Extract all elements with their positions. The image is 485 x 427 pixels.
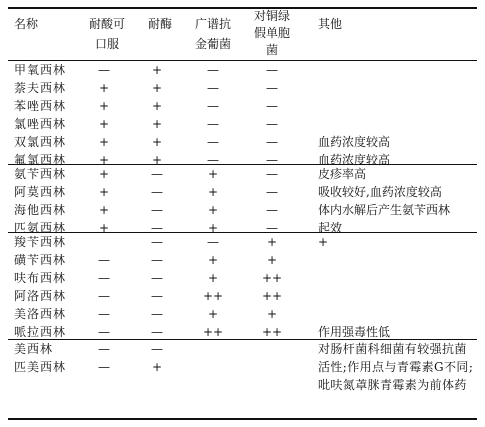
mark-acid: + bbox=[98, 81, 110, 95]
drug-name: 匹美西林 bbox=[14, 360, 67, 374]
note-text: 体内水解后产生氨苄西林 bbox=[318, 203, 451, 217]
mark-enzyme: + bbox=[151, 63, 163, 77]
mark-pseudo: ++ bbox=[261, 325, 283, 339]
header-acid-line1: 耐酸可 bbox=[88, 17, 125, 31]
drug-name: 海他西林 bbox=[14, 203, 67, 217]
mark-broad: + bbox=[207, 221, 219, 235]
mark-pseudo: ++ bbox=[261, 289, 283, 303]
note-text: + bbox=[318, 235, 329, 249]
drug-name: 苯唑西林 bbox=[14, 99, 67, 113]
header-pseudo-line3: 菌 bbox=[265, 43, 278, 57]
note-text: 皮疹率高 bbox=[318, 167, 367, 181]
mark-pseudo: — bbox=[266, 63, 278, 77]
drug-name: 磺苄西林 bbox=[14, 253, 67, 267]
header-broad-line1: 广谱抗 bbox=[194, 17, 231, 31]
mark-enzyme: — bbox=[151, 289, 163, 303]
mark-broad: ++ bbox=[202, 289, 224, 303]
note-text: 起效 bbox=[318, 221, 343, 235]
mark-pseudo: + bbox=[266, 253, 278, 267]
header-bottom-rule bbox=[8, 60, 477, 61]
drug-name: 呋布西林 bbox=[14, 271, 67, 285]
mark-pseudo: + bbox=[266, 235, 278, 249]
mark-pseudo: — bbox=[266, 81, 278, 95]
mark-broad: — bbox=[207, 81, 219, 95]
mark-enzyme: — bbox=[151, 307, 163, 321]
mark-acid: + bbox=[98, 117, 110, 131]
mark-pseudo: — bbox=[266, 135, 278, 149]
mark-acid: — bbox=[98, 289, 110, 303]
mark-enzyme: — bbox=[151, 271, 163, 285]
mark-pseudo: — bbox=[266, 99, 278, 113]
drug-name: 美西林 bbox=[14, 342, 54, 356]
header-pseudo-line2: 假单胞 bbox=[253, 26, 290, 40]
mark-acid: + bbox=[98, 185, 110, 199]
drug-name: 甲氧西林 bbox=[14, 63, 67, 77]
drug-name: 阿莫西林 bbox=[14, 185, 67, 199]
mark-acid: — bbox=[98, 271, 110, 285]
mark-broad: — bbox=[207, 153, 219, 167]
mark-enzyme: + bbox=[151, 153, 163, 167]
mark-pseudo: — bbox=[266, 153, 278, 167]
mark-broad: + bbox=[207, 185, 219, 199]
header-other: 其他 bbox=[318, 17, 343, 31]
group-divider bbox=[8, 232, 477, 233]
header-acid-line2: 口服 bbox=[94, 37, 119, 51]
mark-acid: + bbox=[98, 221, 110, 235]
mark-enzyme: + bbox=[151, 99, 163, 113]
drug-name: 双氯西林 bbox=[14, 135, 67, 149]
mark-broad: — bbox=[207, 135, 219, 149]
mark-acid: + bbox=[98, 203, 110, 217]
mark-broad: ++ bbox=[202, 325, 224, 339]
mark-enzyme: — bbox=[151, 167, 163, 181]
mark-broad: + bbox=[207, 167, 219, 181]
drug-name: 氯唑西林 bbox=[14, 117, 67, 131]
mark-enzyme: — bbox=[151, 185, 163, 199]
drug-name: 美洛西林 bbox=[14, 307, 67, 321]
mark-broad: — bbox=[207, 117, 219, 131]
mark-enzyme: + bbox=[151, 117, 163, 131]
mark-pseudo: — bbox=[266, 203, 278, 217]
mark-broad: + bbox=[207, 253, 219, 267]
mark-enzyme: — bbox=[151, 342, 163, 356]
mark-enzyme: — bbox=[151, 221, 163, 235]
mark-enzyme: + bbox=[151, 135, 163, 149]
mark-broad: — bbox=[207, 235, 219, 249]
group-divider bbox=[8, 164, 477, 165]
note-block: 对肠杆菌科细菌有较强抗菌活性;作用点与青霉素G不同;吡呋氮䓬脒青霉素为前体药 bbox=[318, 342, 474, 392]
drug-name: 阿洛西林 bbox=[14, 289, 67, 303]
header-name: 名称 bbox=[14, 17, 39, 31]
mark-acid: — bbox=[98, 307, 110, 321]
mark-pseudo: — bbox=[266, 221, 278, 235]
drug-name: 氨苄西林 bbox=[14, 167, 67, 181]
mark-broad: — bbox=[207, 63, 219, 77]
drug-name: 氟氯西林 bbox=[14, 153, 67, 167]
header-enzyme: 耐酶 bbox=[147, 17, 172, 31]
mark-broad: + bbox=[207, 203, 219, 217]
mark-acid: — bbox=[98, 360, 110, 374]
mark-acid: + bbox=[98, 153, 110, 167]
note-text: 作用强毒性低 bbox=[318, 325, 391, 339]
mark-enzyme: — bbox=[151, 253, 163, 267]
drug-name: 萘夫西林 bbox=[14, 81, 67, 95]
table-bottom-rule bbox=[8, 418, 477, 420]
mark-enzyme: + bbox=[151, 81, 163, 95]
mark-broad: — bbox=[207, 99, 219, 113]
drug-name: 匹氨西林 bbox=[14, 221, 67, 235]
mark-acid: — bbox=[98, 342, 110, 356]
mark-acid: — bbox=[98, 63, 110, 77]
note-text: 吸收较好,血药浓度较高 bbox=[318, 185, 442, 199]
drug-name: 羧苄西林 bbox=[14, 235, 67, 249]
drug-name: 哌拉西林 bbox=[14, 325, 67, 339]
table-top-rule bbox=[8, 7, 477, 9]
mark-acid: — bbox=[98, 253, 110, 267]
mark-pseudo: — bbox=[266, 117, 278, 131]
mark-pseudo: ++ bbox=[261, 271, 283, 285]
mark-enzyme: — bbox=[151, 235, 163, 249]
mark-acid: + bbox=[98, 135, 110, 149]
note-text: 血药浓度较高 bbox=[318, 153, 391, 167]
mark-enzyme: — bbox=[151, 203, 163, 217]
mark-broad: + bbox=[207, 271, 219, 285]
header-pseudo-line1: 对铜绿 bbox=[253, 9, 290, 23]
mark-pseudo: + bbox=[266, 307, 278, 321]
mark-enzyme: — bbox=[151, 325, 163, 339]
mark-acid: + bbox=[98, 167, 110, 181]
header-broad-line2: 金葡菌 bbox=[194, 37, 231, 51]
mark-acid: — bbox=[98, 325, 110, 339]
mark-acid: + bbox=[98, 99, 110, 113]
mark-enzyme: + bbox=[151, 360, 163, 374]
mark-broad: + bbox=[207, 307, 219, 321]
mark-pseudo: — bbox=[266, 185, 278, 199]
mark-pseudo: — bbox=[266, 167, 278, 181]
note-text: 血药浓度较高 bbox=[318, 135, 391, 149]
